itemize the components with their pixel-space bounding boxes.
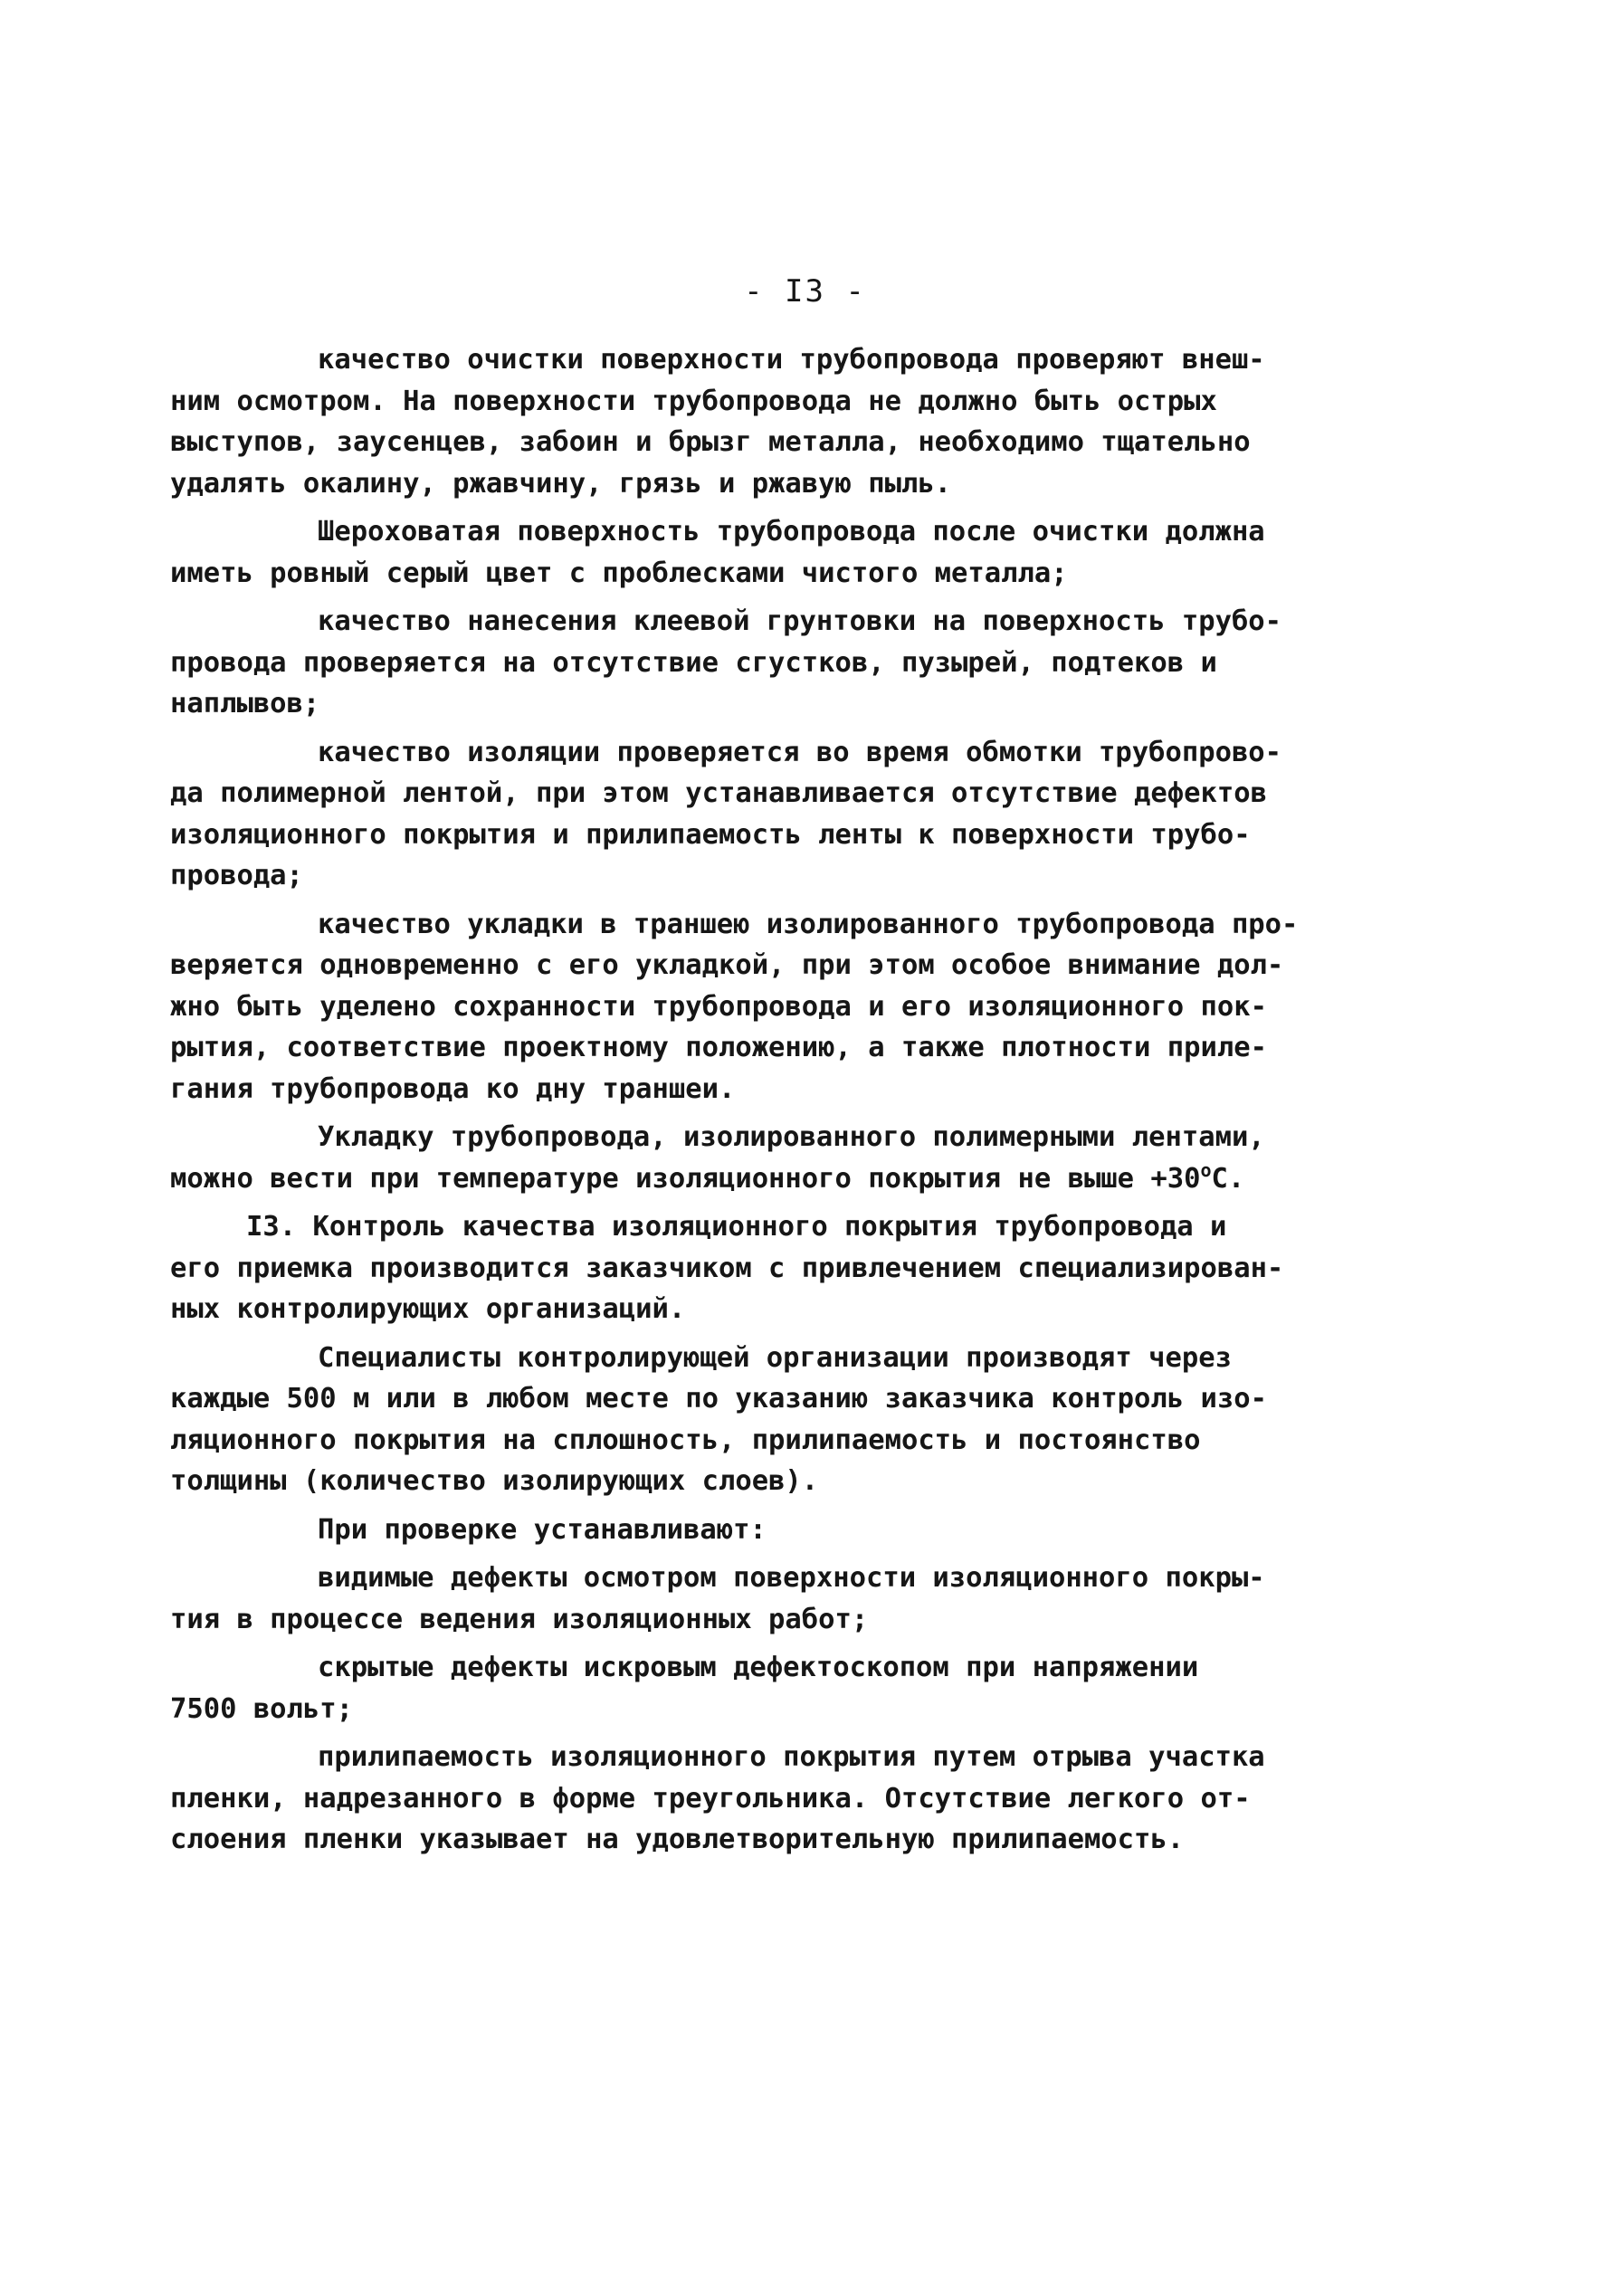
text-line: I3. Контроль качества изоляционного покрытия трубопровода и [246,1211,1227,1243]
temperature-unit: С. [1211,1162,1245,1195]
text-line: качество очистки поверхности трубопровода проверяют внеш- [318,344,1265,376]
text-line: При проверке устанавливают: [318,1513,767,1546]
text-line: веряется одновременно с его укладкой, при этом особое внимание дол- [170,949,1284,981]
text-line: каждые 500 м или в любом месте по указанию заказчика контроль изо- [170,1383,1267,1415]
page-number: - I3 - [744,273,866,310]
text-line: Укладку трубопровода, изолированного полимерными лентами, [318,1121,1265,1153]
text-line: Специалисты контролирующей организации производят через [318,1341,1232,1374]
paragraph-inspection-intro [170,1510,1347,1551]
paragraph-surface-cleaning [170,339,1347,504]
text-line: 7500 вольт; [170,1692,353,1725]
text-line: его приемка производится заказчиком с привлечением специализирован- [170,1252,1284,1284]
paragraph-specialists [170,1338,1347,1502]
paragraph-hidden-defects [170,1647,1347,1729]
text-line-temperature [170,1158,1347,1200]
text-line: Шероховатая поверхность трубопровода после очистки должна [318,516,1265,548]
text-line: пленки, надрезанного в форме треугольника. Отсутствие легкого от- [170,1782,1251,1815]
text-line: удалять окалину, ржавчину, грязь и ржавую пыль. [170,467,952,500]
text-line: качество изоляции проверяется во время обмотки трубопрово- [318,736,1282,768]
temperature-text: можно вести при температуре изоляционного покрытия не выше +30 [170,1162,1201,1195]
paragraph-primer [170,601,1347,725]
text-line: слоения пленки указывает на удовлетворительную прилипаемость. [170,1824,1185,1855]
paragraph-quality-control [170,1206,1347,1330]
text-line: скрытые дефекты искровым дефектоскопом при напряжении [318,1652,1199,1683]
text-line: рытия, соответствие проектному положению, а также плотности приле- [170,1032,1267,1063]
paragraph-adhesion [170,1737,1347,1861]
text-line: провода проверяется на отсутствие сгустков, пузырей, подтеков и [170,646,1217,679]
text-line: провода; [170,860,303,891]
text-line: да полимерной лентой, при этом устанавливается отсутствие дефектов [170,777,1267,809]
text-line: ним осмотром. На поверхности трубопровода не должно быть острых [170,385,1217,417]
paragraph-insulation [170,732,1347,897]
text-line: качество нанесения клеевой грунтовки на поверхность трубо- [318,605,1282,637]
text-line: качество укладки в траншею изолированного трубопровода про- [318,908,1299,940]
paragraph-laying-temperature [170,1117,1347,1199]
paragraph-rough-surface [170,511,1347,594]
text-line: тия в процессе ведения изоляционных работ; [170,1603,869,1635]
degree-superscript: o [1200,1158,1212,1181]
paragraph-visible-defects [170,1558,1347,1640]
text-line: ляционного покрытия на сплошность, прилипаемость и постоянство [170,1424,1201,1456]
text-line: выступов, заусенцев, забоин и брызг металла, необходимо тщательно [170,426,1251,458]
text-line: толщины (количество изолирующих слоев). [170,1465,819,1497]
text-line: жно быть уделено сохранности трубопровода и его изоляционного пок- [170,990,1267,1023]
text-line: иметь ровный серый цвет с проблесками чистого металла; [170,557,1068,589]
text-line: прилипаемость изоляционного покрытия путем отрыва участка [318,1741,1265,1773]
text-line: изоляционного покрытия и прилипаемость ленты к поверхности трубо- [170,818,1251,851]
text-line: гания трубопровода ко дну траншеи. [170,1072,736,1105]
text-line: наплывов; [170,688,320,719]
body-text [170,339,1347,1861]
text-line: видимые дефекты осмотром поверхности изоляционного покры- [318,1562,1265,1594]
paragraph-trench-laying [170,904,1347,1110]
text-line: ных контролирующих организаций. [170,1293,686,1325]
